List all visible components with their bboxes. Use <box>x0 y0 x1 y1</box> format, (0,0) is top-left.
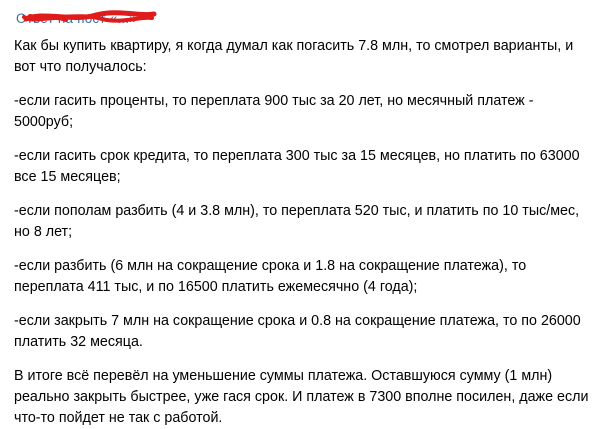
post-header-link[interactable]: Ответ на пост «...» <box>16 11 137 26</box>
paragraph: -если пополам разбить (4 и 3.8 млн), то переплата 520 тыс, и платить по 10 тыс/мес, но 8 лет; <box>14 203 580 240</box>
paragraph: В итоге всё перевёл на уменьшение суммы платежа. Оставшуюся сумму (1 млн) реально закрыть быстрее, уже гася срок. И платеж в 7300 вполне посилен, даже если что-то пойдет не так с работой. <box>14 368 589 426</box>
paragraph: -если закрыть 7 млн на сокращение срока и 0.8 на сокращение платежа, то по 26000 платить 32 месяца. <box>14 313 581 350</box>
paragraph: -если разбить (6 млн на сокращение срока и 1.8 на сокращение платежа), то переплата 411 тыс, и по 16500 платить ежемесячно (4 года); <box>14 258 527 295</box>
post-header <box>16 8 594 30</box>
paragraph: -если гасить проценты, то переплата 900 тыс за 20 лет, но месячный платеж - 5000руб; <box>14 93 534 130</box>
paragraph: -если гасить срок кредита, то переплата 300 тыс за 15 месяцев, но платить по 63000 все 15 месяцев; <box>14 148 580 185</box>
post-body <box>14 36 594 429</box>
paragraph: Как бы купить квартиру, я когда думал как погасить 7.8 млн, то смотрел варианты, и вот что получалось: <box>14 38 574 75</box>
